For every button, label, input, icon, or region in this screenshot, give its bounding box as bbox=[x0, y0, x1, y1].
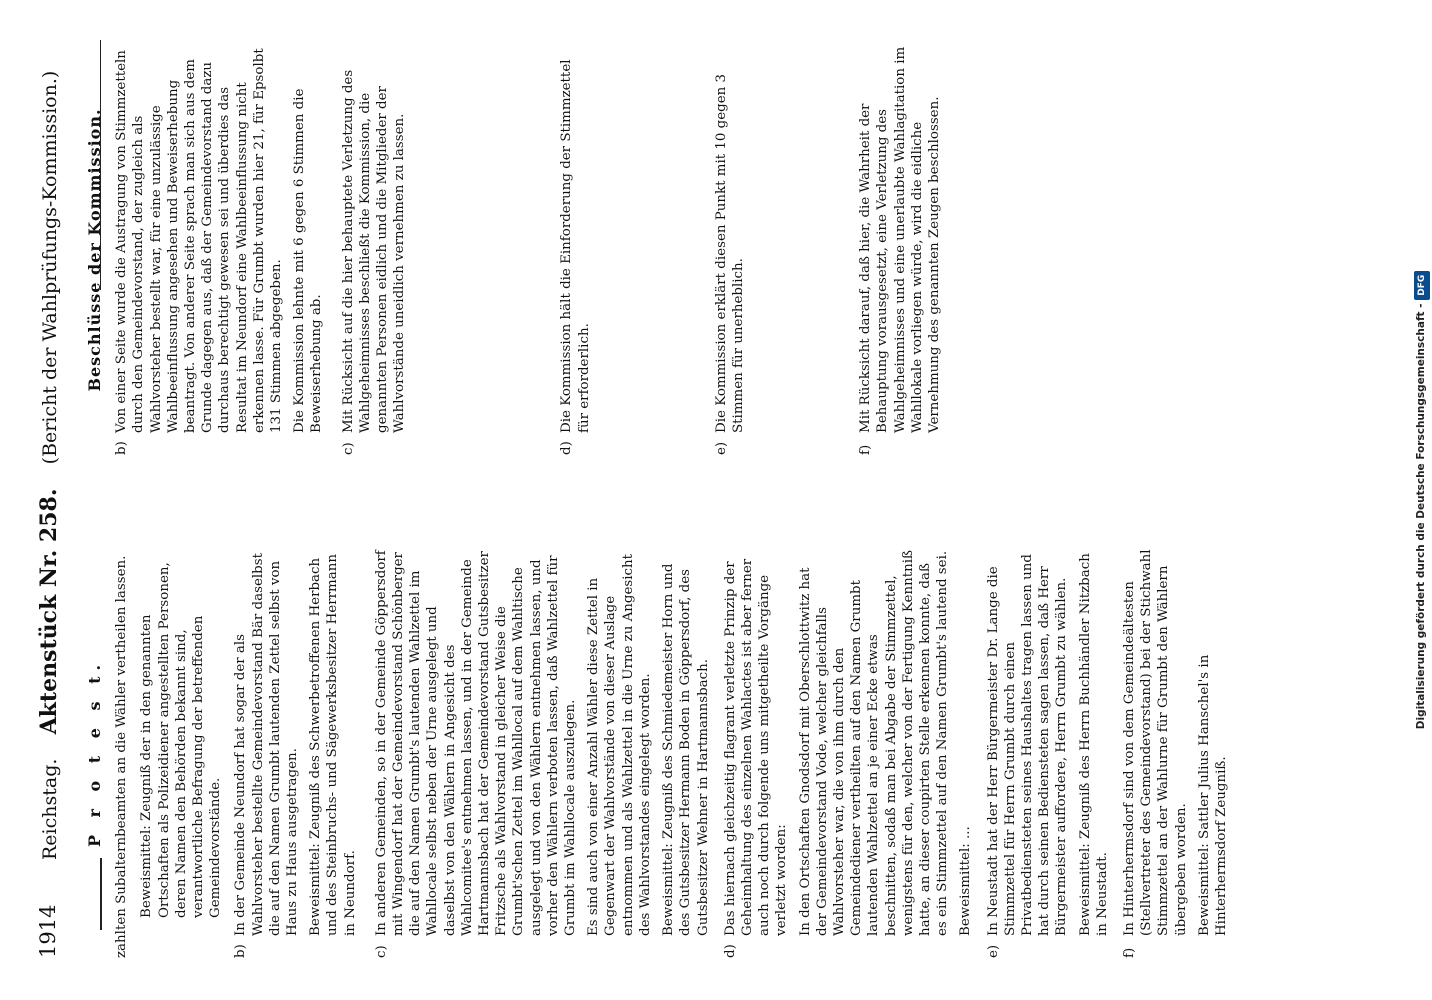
right-item-text: Die Kommission hält die Einforderung der Stimmzettel für erforderlich. bbox=[559, 59, 592, 433]
left-item-label bbox=[660, 936, 712, 958]
page-title bbox=[36, 71, 62, 860]
right-item-text: Mit Rücksicht darauf, daß hier, die Wahrheit der Behauptung vorausgesetzt, eine Verletzung des Wahlgeheimnisses und eine unerlaubte Wahlagitation im Wahllokale vorliegen würde, wird die eidliche Vernehmung des genannten Zeugen beschlossen. bbox=[858, 46, 943, 433]
right-item-text: Die Kommission erklärt diesen Punkt mit 10 gegen 3 Stimmen für unerheblich. bbox=[713, 73, 747, 433]
left-item bbox=[797, 548, 952, 958]
left-item-text: Beweismittel: Sattler Julius Hanschel's in Hinterhermsdorf Zeugniß. bbox=[1196, 654, 1229, 936]
left-item-text: Beweismittel: Zeugniß des Schmiedemeister Horn und des Gutsbesitzer Hermann Boden in Göppersdorf, des Gutsbesitzer Wehner in Hartmannsbach. bbox=[661, 563, 711, 936]
page-number: 1914 bbox=[36, 904, 60, 958]
right-item bbox=[558, 45, 592, 455]
right-item-label bbox=[291, 433, 325, 455]
left-item bbox=[1196, 548, 1230, 958]
left-item-label bbox=[585, 936, 654, 958]
left-item bbox=[722, 548, 791, 958]
right-item-text: Die Kommission lehnte mit 6 gegen 6 Stimmen die Beweiserhebung ab. bbox=[292, 88, 325, 433]
right-heading: Beschlüsse der Kommission. bbox=[85, 108, 104, 392]
credit-text: Digitalisierung gefördert durch die Deutsche Forschungsgemeinschaft - bbox=[1415, 303, 1427, 730]
left-item-text: In Neustadt hat der Herr Bürgermeister Dr. Lange die Stimmzettel für Herrn Grumbt durch einen Privatbediensteten seines Haushaltes tragen lassen und hat durch seinen Bediensteten sagen lassen, daß Herr Bürgermeister auffordere, Herrn Grumbt zu wählen. bbox=[985, 554, 1070, 936]
left-item bbox=[585, 548, 654, 958]
left-item-text: Beweismittel: Zeugniß des Schwerbetroffenen Herbach und des Steinbruchs- und Sägewerksbesitzer Herrmann in Neundorf. bbox=[308, 554, 358, 936]
left-item-text: Beweismittel: Zeugniß des Herrn Buchhändler Nitzbach in Neustadt. bbox=[1077, 553, 1110, 936]
left-heading: P r o t e s t. bbox=[85, 658, 104, 848]
left-item-text: In der Gemeinde Neundorf hat sogar der als Wahlvorsteher bestellte Gemeindevorstand Bär daselbst die auf den Namen Grumbt lautenden Zettel selbst von Haus zu Haus ausgetragen. bbox=[233, 552, 301, 936]
left-item-label: f) bbox=[1121, 947, 1137, 958]
title-suffix: (Bericht der Wahlprüfungs-Kommission.) bbox=[39, 70, 61, 465]
right-item bbox=[713, 45, 747, 455]
left-item-label bbox=[957, 936, 974, 958]
left-item-label: c) bbox=[373, 945, 389, 958]
left-item bbox=[307, 548, 359, 958]
right-items bbox=[113, 45, 943, 455]
right-item-text: Von einer Seite wurde die Austragung von Stimmzetteln durch den Gemeindevorstand, der zugleich als Wahlvorsteher bestellt war, für eine unzulässige Wahlbeeinflussung angesehen und Beweiserhebung beantragt. Von anderer Seite sprach man sich aus dem Grunde dagegen aus, daß der Gemeindevorstand dazu durchaus berechtigt gewesen sei und überdies das Resultat im Neundorf eine Wahlbeeinflussung nicht erkennen lasse. Für Grumbt wurden hier 21, für Epsolbt 131 Stimmen abgegeben. bbox=[114, 48, 285, 433]
left-item bbox=[985, 548, 1071, 958]
dfg-logo: DFG bbox=[1414, 271, 1430, 300]
right-item-label: b) bbox=[114, 441, 130, 455]
left-item-text: In anderen Gemeinden, so in der Gemeinde Göppersdorf mit Wingendorf hat der Gemeindevorstand Schönberger die auf den Namen Grumbt's lautenden Wahlzettel im Wahllocale selbst neben der Urne ausgelegt und daselbst von den Wählern in Angesicht des Wahlcomitee's entnehmen lassen, und in der Gemeinde Hartmannsbach hat der Gemeindevorstand Gutsbesitzer Fritzsche als Wahlvorstand in gleicher Weise die Grumbt'schen Zettel im Wahllocal auf dem Wahltische ausgelegt und von den Wählern entnehmen lassen, und vorher den Wählern verboten lassen, daß Wahlzettel für Grumbt im Wahllocale auszulegen. bbox=[373, 550, 579, 936]
right-item-label: d) bbox=[559, 441, 575, 455]
page-header bbox=[32, 30, 72, 970]
right-item-text: Mit Rücksicht auf die hier behauptete Verletzung des Wahlgeheimnisses beschließt die Kommission, die genannten Personen eidlich und die Mitglieder der Wahlvorstände uneidlich vernehmen zu lassen. bbox=[340, 69, 408, 433]
left-item-text: Es sind auch von einer Anzahl Wähler diese Zettel in Gegenwart der Wahlvorstände von dieser Auslage entnommen und als Wahlzettel in die Urne zu Angesicht des Wahlvorstandes eingelegt worden. bbox=[586, 553, 653, 936]
left-item bbox=[660, 548, 712, 958]
left-item-label: b) bbox=[233, 944, 249, 958]
right-item bbox=[340, 45, 409, 455]
right-item bbox=[291, 45, 325, 455]
digitization-credit bbox=[1410, 0, 1432, 1000]
left-item bbox=[373, 548, 579, 958]
left-item-text: In Hinterhermsdorf sind von dem Gemeindeältesten (Stellvertreter des Gemeindevorstand) bei der Stichwahl Stimmzettel an der Wahlurne für Grumbt den Wählern übergeben worden. bbox=[1121, 549, 1189, 936]
left-item bbox=[232, 548, 301, 958]
left-item-label: d) bbox=[722, 944, 738, 958]
left-item-label bbox=[1077, 936, 1111, 958]
right-item bbox=[113, 45, 285, 455]
left-item-text: Das hiernach gleichzeitig flagrant verletzte Prinzip der Geheimhaltung des einzelnen Wahlactes ist aber ferner auch noch durch folgende uns mitgetheilte Vorgänge verletzt worden: bbox=[722, 558, 790, 936]
right-item-label: f) bbox=[858, 444, 874, 455]
right-item-label: c) bbox=[340, 442, 356, 455]
left-item-label bbox=[1196, 936, 1230, 958]
title-bold: Aktenstück Nr. 258. bbox=[36, 488, 62, 735]
right-column bbox=[84, 45, 949, 455]
left-item-label bbox=[797, 936, 952, 958]
left-items bbox=[232, 548, 1230, 958]
left-item-label: e) bbox=[985, 944, 1001, 958]
left-item-text: In den Ortschaften Gnodsdorf mit Oberschlottwitz hat der Gemeindevorstand Vode, welcher gleichfalls Wahlvorsteher war, die von ihm durch den Gemeindediener vertheilten auf den Namen Grumbt lautenden Wahlzettel an je einer Ecke etwas beschnitten, sodaß man bei Abgabe der Stimmzettel, wenigstens für den, welcher von der Fertigung Kenntniß hatte, an dieser coupirten Stelle erkennen konnte, daß es ein Stimmzettel auf den Namen Grumbt's lautend sei. bbox=[797, 550, 951, 936]
title-prefix: Reichstag. bbox=[39, 758, 61, 860]
left-a-beweis: Beweismittel: Zeugniß der in den genannten Ortschaften als Polizeidiener angestellten Personen, deren Namen den Behörden bekannt sind, verantwortliche Befragung der betreffenden Gemeindevorstände. bbox=[139, 562, 224, 918]
right-item bbox=[857, 45, 943, 455]
left-item-label bbox=[307, 936, 359, 958]
left-item bbox=[1077, 548, 1111, 958]
left-column bbox=[84, 548, 1236, 958]
left-item-text: Beweismittel: ... bbox=[958, 826, 974, 936]
right-item-label: e) bbox=[713, 441, 729, 455]
left-item bbox=[957, 548, 974, 958]
left-intro: zahlten Subalternbeamten an die Wähler vertheilen lassen. bbox=[114, 555, 130, 958]
left-item bbox=[1121, 548, 1190, 958]
